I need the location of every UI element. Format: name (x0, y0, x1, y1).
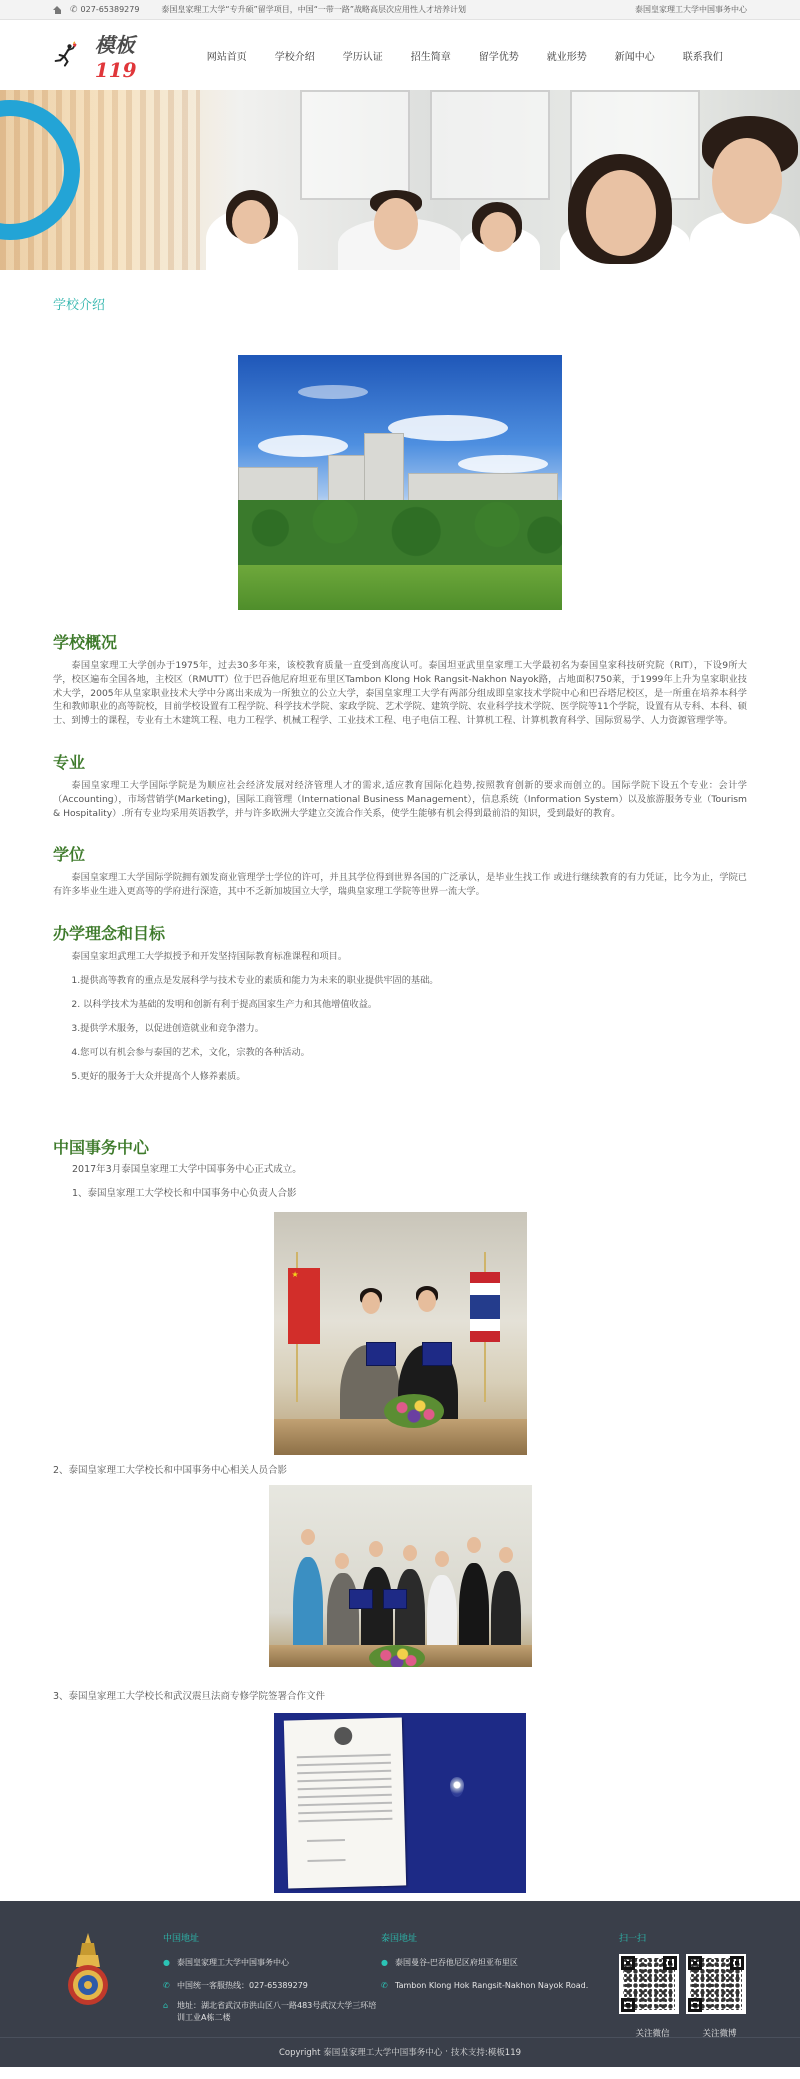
photo-caption-2: 2、泰国皇家理工大学校长和中国事务中心相关人员合影 (53, 1464, 288, 1476)
section-body-overview: 泰国皇家理工大学创办于1975年，过去30多年来，该校教育质量一直受到高度认可。泰国坦亚武里皇家理工大学最初名为泰国皇家科技研究院（RIT），下设9所大学，校区遍布全国各地，主校区（RMUTT）位于巴吞他尼府坦亚布里区Tambon Klong Hok Rangsit-Nakhon Nayok路，占地面积750莱，于1999年上升为皇家职业技术大学，2005年从皇家职业技术大学中分离出来成为一所独立的公立大学，泰国皇家理工大学有两部分组成即皇家技术学院中心和巴吞塔尼校区，是一所重在培养本科学生和教师职业的高等院校，目前学校设置有工程学院、科学技术学院、家政学院、艺术学院、建筑学院、农业科学技术学院、医学院等11个学院，设置有从专科、本科、硕士、到博士的课程，专业有土木建筑工程、电力工程学、机械工程学、工业技术工程、电子电信工程、计算机工程、计算机教育科学、国际贸易学、人力资源管理学等。 (53, 660, 747, 727)
tech-support-link[interactable]: 技术支持:模板119 (450, 2048, 522, 2059)
list-item: 3.提供学术服务，以促进创造就业和竞争潜力。 (71, 1022, 264, 1034)
photo-caption-1: 1、泰国皇家理工大学校长和中国事务中心负责人合影 (72, 1187, 297, 1199)
footer-qr-codes (619, 1931, 769, 2043)
wechat-qr-icon[interactable] (619, 1954, 679, 2014)
china-center-established: 2017年3月泰国皇家理工大学中国事务中心正式成立。 (72, 1163, 302, 1175)
footer-thai-heading: 泰国地址 (381, 1933, 418, 1944)
site-footer (0, 1901, 800, 2067)
campus-photo (238, 355, 562, 610)
footer-china-item: 地址：湖北省武汉市洪山区八一路483号武汉大学三环培训工业A栋二楼 (177, 2000, 377, 2022)
footer-thai-item: Tambon Klong Hok Rangsit-Nakhon Nayok Road. (395, 1980, 589, 1990)
nav-news[interactable]: 新闻中心 (614, 51, 655, 63)
list-item: 5.更好的服务于大众并提高个人修养素质。 (71, 1070, 246, 1082)
footer-china-address (163, 1931, 383, 2024)
location-pin-icon: ● (163, 1957, 170, 1967)
footer-thai-address (381, 1931, 611, 1994)
phone-icon: ✆ (381, 1980, 388, 1990)
top-right-link[interactable]: 泰国皇家理工大学中国事务中心 (635, 5, 747, 14)
list-item: 1.提供高等教育的重点是发展科学与技术专业的素质和能力为未来的职业提供牢固的基础。 (71, 974, 439, 986)
logo-text: 模板119 (94, 32, 137, 82)
home-icon[interactable] (53, 6, 62, 14)
site-header (0, 20, 800, 90)
copyright-bar (0, 2037, 800, 2067)
logo-runner-icon (53, 37, 77, 73)
page-title: 学校介绍 (53, 298, 106, 313)
nav-employment[interactable]: 就业形势 (546, 51, 587, 63)
footer-scan-heading: 扫一扫 (619, 1933, 647, 1944)
home-icon: ⌂ (163, 2000, 169, 2010)
footer-china-heading: 中国地址 (163, 1933, 200, 1944)
top-phone: 027-65389279 (80, 5, 140, 14)
section-body-degree: 泰国皇家理工大学国际学院拥有颁发商业管理学士学位的许可，并且其学位得到世界各国的广泛承认，是毕业生找工作 或进行继续教育的有力凭证，比今为止，学院已有许多毕业生进入更高等的学府进行深造，其中不乏新加坡国立大学，瑞典皇家理工学院等世界一流大学。 (53, 872, 747, 898)
copyright-text: Copyright 泰国皇家理工大学中国事务中心 (278, 2048, 443, 2059)
hero-banner (0, 90, 800, 270)
nav-home[interactable]: 网站首页 (206, 51, 247, 63)
footer-thai-item: 泰国曼谷-巴吞他尼区府坦亚布里区 (395, 1957, 518, 1967)
goals-list (53, 969, 747, 1089)
phone-icon: ✆ (70, 4, 78, 15)
photo-president-leader (274, 1212, 527, 1455)
section-heading-goals: 办学理念和目标 (53, 923, 166, 943)
weibo-qr-icon[interactable] (686, 1954, 746, 2014)
phone-icon: ✆ (163, 1980, 170, 1990)
footer-china-item: 中国统一客服热线：027-65389279 (177, 1980, 308, 1990)
weibo-label: 关注微博 (702, 2028, 737, 2039)
photo-president-staff (269, 1485, 532, 1667)
copyright-separator: · (445, 2047, 448, 2058)
main-nav (207, 48, 751, 63)
photo-signed-document (274, 1713, 526, 1893)
footer-china-item: 泰国皇家理工大学中国事务中心 (177, 1957, 289, 1967)
photo-caption-3: 3、泰国皇家理工大学校长和武汉震旦法商专修学院签署合作文件 (53, 1690, 326, 1702)
location-pin-icon: ● (381, 1957, 388, 1967)
top-tagline: 泰国皇家理工大学“专升硕”留学项目，中国“一带一路”战略高层次应用性人才培养计划 (161, 5, 466, 14)
wechat-label: 关注微信 (635, 2028, 670, 2039)
section-body-majors: 泰国皇家理工大学国际学院是为顺应社会经济发展对经济管理人才的需求,适应教育国际化趋势,按照教育创新的要求而创立的。国际学院下设五个专业：会计学（Accounting），市场营销学(Marketing)，国际工商管理（International Business Management），信息系统（Information System）以及旅游服务专业（Tourism & Hospitality）.所有专业均采用英语教学，并与许多欧洲大学建立交流合作关系，使学生能够有机会得到最前沿的知识，受到最好的教育。 (53, 779, 747, 819)
goals-intro: 泰国皇家坦武理工大学拟授予和开发坚持国际教育标准课程和项目。 (71, 950, 348, 962)
nav-admissions[interactable]: 招生简章 (410, 51, 451, 63)
nav-school-intro[interactable]: 学校介绍 (274, 51, 315, 63)
list-item: 2. 以科学技术为基础的发明和创新有利于提高国家生产力和其他增值收益。 (71, 998, 378, 1010)
top-bar (0, 0, 800, 20)
nav-contact[interactable]: 联系我们 (682, 51, 723, 63)
site-logo[interactable] (53, 29, 149, 82)
nav-study-advantages[interactable]: 留学优势 (478, 51, 519, 63)
nav-degree-certification[interactable]: 学历认证 (342, 51, 383, 63)
china-center-heading: 中国事务中心 (53, 1137, 150, 1157)
section-heading-overview: 学校概况 (53, 633, 118, 652)
university-emblem-icon (66, 1931, 110, 2009)
section-heading-degree: 学位 (53, 845, 86, 865)
section-heading-majors: 专业 (53, 752, 86, 772)
list-item: 4.您可以有机会参与泰国的艺术，文化，宗教的各种活动。 (71, 1046, 310, 1058)
